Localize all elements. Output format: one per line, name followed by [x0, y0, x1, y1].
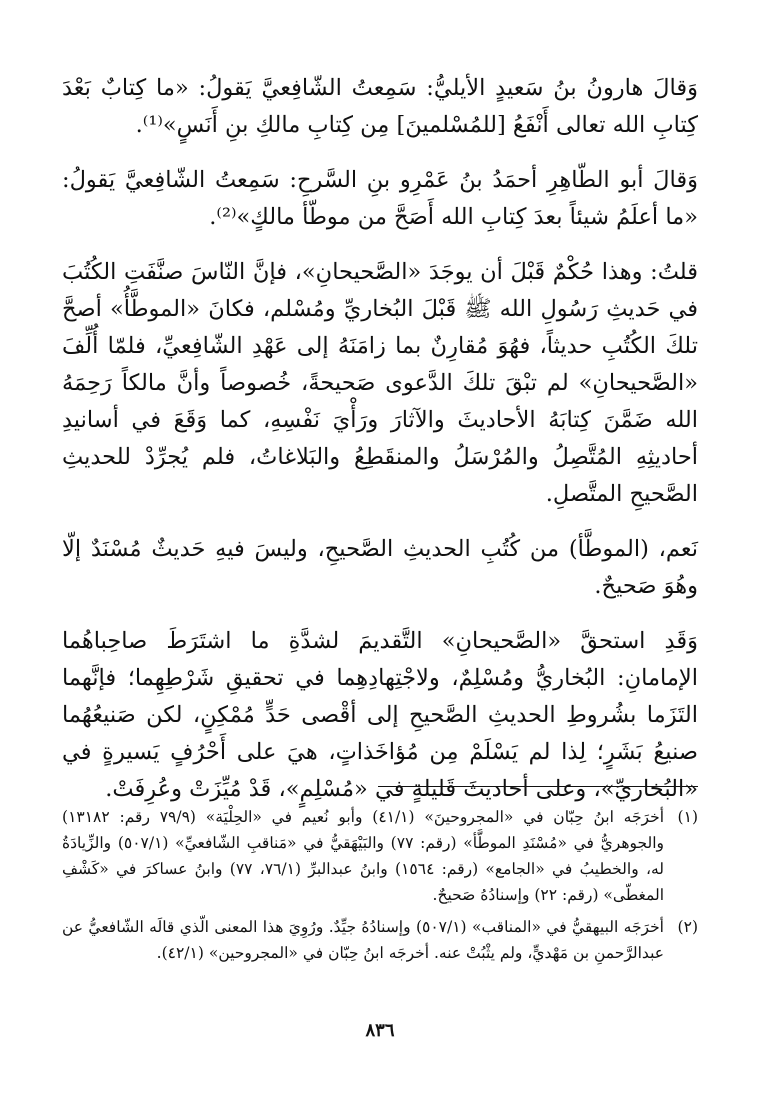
page-number: ٨٣٦ — [365, 1020, 395, 1041]
paragraph-sahihan: وَقَدِ استحقَّ «الصَّحيحانِ» التَّقديمَ لشدَّةِ ما اشتَرَطَ صاحِباهُما الإمامانِ: البُخاريُّ ومُسْلِمٌ، ولاجْتِهادِهِما في تحقيقِ شَرْطِهِما؛ فإنَّهما التَزَما بشُروطِ الحديثِ الصَّحيحِ إلى أقْصى حَدٍّ مُمْكِنٍ، لكن صَنيعُهُما صنيعُ بَشَرٍ؛ لِذا لم يَسْلَمْ مِن مُؤاخَذاتٍ، هيَ على أَحْرُفٍ يَسيرةٍ في «البُخاريِّ»، وعلى أحاديثَ قَليلةٍ في «مُسْلِمٍ»، قَدْ مُيِّزَتْ وعُرِفَتْ. — [62, 628, 698, 802]
footnote-text: أخرَجَه البيهقيُّ في «المناقب» (٥٠٧/١) وإسنادُهُ جيِّدٌ. ورُوِيَ هذا المعنى الّذي قالَه الشّافعيُّ عن عبدالرَّحمنِ بن مَهْديٍّ، ولم يثْبُتْ عنه. أخرجَه ابنُ حِبّان في «المجروحين» (٤٢/١). — [62, 918, 664, 962]
footnote-number: (٢) — [677, 918, 698, 936]
footnote-number: (١) — [677, 808, 698, 826]
main-text — [62, 70, 698, 826]
paragraph-harun: وَقالَ هارونُ بنُ سَعيدٍ الأيليُّ: سَمِعتُ الشّافِعيَّ يَقولُ: «ما كِتابٌ بَعْدَ كِتابِ الله تعالى أَنْفَعُ [للمُسْلمينَ] مِن كِتابِ مالكِ بنِ أَنَسٍ»⁽¹⁾. — [62, 75, 698, 138]
footnote-2 — [62, 914, 698, 966]
footnote-1 — [62, 804, 698, 908]
footnotes — [62, 804, 698, 972]
footnote-text: أخرَجَه ابنُ حِبّان في «المجروحينَ» (٤١/١) وأبو نُعيم في «الحِلْيَة» (٧٩/٩ رقم: ١٣١٨٢) والجوهريُّ في «مُسْنَدِ الموطَّأ» (رقم: ٧٧) والبَيْهَقيُّ في «مَناقبِ الشّافعيِّ» (٥٠٧/١) والزِّيادَةُ له، والخطيبُ في «الجامع» (رقم: ١٥٦٤) وابنُ عبدالبرِّ (٧٦/١، ٧٧) وابنُ عساكرَ في «كَشْفِ المغطّى» (رقم: ٢٢) وإسنادُهُ صَحيحٌ. — [62, 808, 665, 904]
paragraph-abu-tahir: وَقالَ أبو الطّاهِرِ أحمَدُ بنُ عَمْرِو بنِ السَّرحِ: سَمِعتُ الشّافِعيَّ يَقولُ: «ما أعلَمُ شيئاً بعدَ كِتابِ الله أَصَحَّ من موطّأ مالكٍ»⁽²⁾. — [62, 167, 698, 230]
paragraph-muwatta: نَعم، (الموطَّأ) من كُتُبِ الحديثِ الصَّحيحِ، وليسَ فيهِ حَديثٌ مُسْنَدٌ إلّا وهُوَ صَحيحٌ. — [62, 536, 698, 599]
footnote-separator — [378, 786, 698, 787]
paragraph-commentary: قلتُ: وهذا حُكْمٌ قَبْلَ أن يوجَدَ «الصَّحيحانِ»، فإنَّ النّاسَ صنَّفَتِ الكُتُبَ في حَديثِ رَسُولِ الله ﷺ قَبْلَ البُخاريِّ ومُسْلم، فكانَ «الموطَّأُ» أصحَّ تلكَ الكُتُبِ حديثاً، فهُوَ مُقارِنٌ بما زامَنَهُ إلى عَهْدِ الشّافِعيِّ، فلمّا أُلِّفَ «الصَّحيحانِ» لم تبْقَ تلكَ الدَّعوى صَحيحةً، خُصوصاً وأنَّ مالكاً رَحِمَهُ الله ضَمَّنَ كِتابَهُ الأحاديثَ والآثارَ ورَأْيَ نَفْسِهِ، كما وَقَعَ في أسانيدِ أحاديثِهِ المُتَّصِلُ والمُرْسَلُ والمنقَطِعُ والبَلاغاتُ، فلم يُجرِّدْ للحديثِ الصَّحيحِ المتَّصلِ. — [62, 259, 698, 507]
